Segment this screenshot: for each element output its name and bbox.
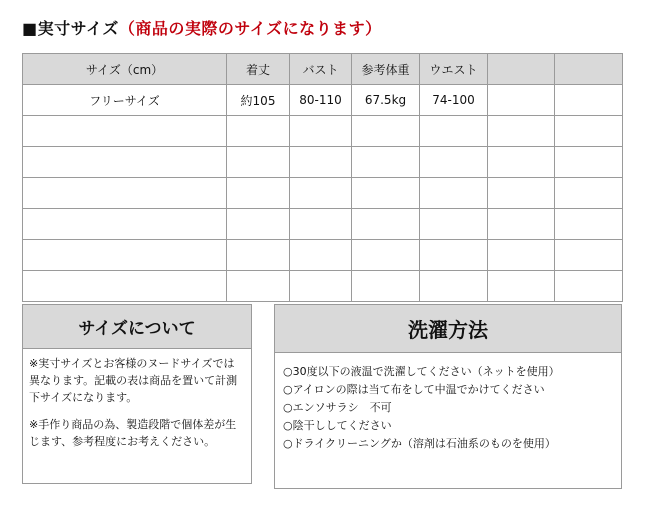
cell-empty xyxy=(290,147,352,178)
cell-empty xyxy=(488,178,555,209)
cell-empty xyxy=(555,209,623,240)
cell-weight: 67.5kg xyxy=(352,85,420,116)
table-row xyxy=(23,85,623,116)
cell-empty xyxy=(420,116,488,147)
cell-empty xyxy=(555,116,623,147)
cell-empty xyxy=(555,240,623,271)
cell-empty xyxy=(227,178,290,209)
cell-empty xyxy=(420,147,488,178)
size-notes-title: サイズについて xyxy=(23,305,251,349)
cell-empty xyxy=(555,178,623,209)
cell-empty xyxy=(290,178,352,209)
cell-empty xyxy=(488,85,555,116)
cell-empty xyxy=(23,240,227,271)
table-header-row xyxy=(23,54,623,85)
cell-empty xyxy=(23,116,227,147)
cell-empty xyxy=(352,271,420,302)
table-row xyxy=(23,271,623,302)
header-weight: 参考体重 xyxy=(352,54,420,85)
cell-empty xyxy=(488,209,555,240)
cell-empty xyxy=(227,209,290,240)
header-length: 着丈 xyxy=(227,54,290,85)
cell-empty xyxy=(488,240,555,271)
list-item: ○アイロンの際は当て布をして中温でかけてください xyxy=(283,383,545,396)
table-row xyxy=(23,178,623,209)
list-item: ○30度以下の液温で洗濯してください（ネットを使用） xyxy=(283,365,560,378)
cell-empty xyxy=(488,116,555,147)
cell-bust: 80-110 xyxy=(290,85,352,116)
table-row xyxy=(23,240,623,271)
header-empty xyxy=(555,54,623,85)
header-bust: バスト xyxy=(290,54,352,85)
cell-empty xyxy=(23,271,227,302)
cell-empty xyxy=(352,209,420,240)
header-size: サイズ（cm） xyxy=(23,54,227,85)
cell-empty xyxy=(352,178,420,209)
cell-empty xyxy=(352,116,420,147)
cell-empty xyxy=(23,147,227,178)
size-heading-note: （商品の実際のサイズになります） xyxy=(118,19,382,38)
table-row xyxy=(23,116,623,147)
size-note: ※手作り商品の為、製造段階で個体差が生じます、参考程度にお考えください。 xyxy=(29,418,237,448)
table-row xyxy=(23,209,623,240)
cell-empty xyxy=(290,271,352,302)
cell-empty xyxy=(23,209,227,240)
cell-empty xyxy=(290,240,352,271)
size-heading-label: ■実寸サイズ xyxy=(22,19,119,38)
cell-length: 約105 xyxy=(227,85,290,116)
cell-empty xyxy=(488,271,555,302)
washing-list xyxy=(275,353,621,453)
cell-empty xyxy=(352,147,420,178)
cell-empty xyxy=(227,116,290,147)
cell-empty xyxy=(555,271,623,302)
header-waist: ウエスト xyxy=(420,54,488,85)
list-item: ○ドライクリーニングか（溶剤は石油系のものを使用） xyxy=(283,437,556,450)
washing-box xyxy=(274,304,622,489)
size-note: ※実寸サイズとお客様のヌードサイズでは異なります。記載の表は商品を置いて計測下サイズになります。 xyxy=(29,357,238,404)
cell-empty xyxy=(227,271,290,302)
cell-empty xyxy=(227,240,290,271)
cell-empty xyxy=(420,240,488,271)
size-heading xyxy=(22,16,382,39)
cell-empty xyxy=(23,178,227,209)
cell-empty xyxy=(290,116,352,147)
cell-empty xyxy=(555,85,623,116)
size-table xyxy=(22,53,623,302)
cell-empty xyxy=(290,209,352,240)
table-row xyxy=(23,147,623,178)
cell-empty xyxy=(227,147,290,178)
size-notes-box xyxy=(22,304,252,484)
list-item: ○陰干ししてください xyxy=(283,419,392,432)
cell-size: フリーサイズ xyxy=(23,85,227,116)
header-empty xyxy=(488,54,555,85)
cell-empty xyxy=(420,209,488,240)
cell-empty xyxy=(352,240,420,271)
washing-title: 洗濯方法 xyxy=(275,305,621,353)
list-item: ○エンソサラシ 不可 xyxy=(283,401,392,414)
cell-waist: 74-100 xyxy=(420,85,488,116)
cell-empty xyxy=(420,271,488,302)
cell-empty xyxy=(555,147,623,178)
cell-empty xyxy=(488,147,555,178)
cell-empty xyxy=(420,178,488,209)
